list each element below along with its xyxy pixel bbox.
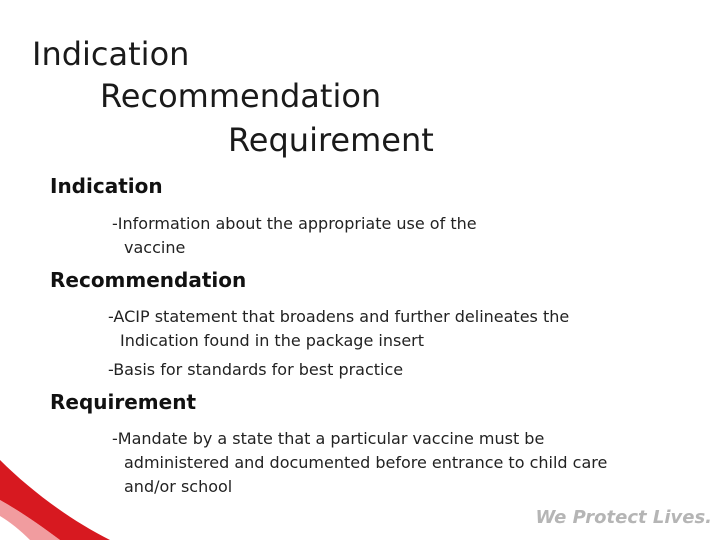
bullet-recommendation-acip bbox=[108, 305, 668, 353]
bullet-text-line: Basis for standards for best practice bbox=[113, 360, 404, 379]
bullet-indication bbox=[112, 212, 552, 260]
bullet-text-line: vaccine bbox=[124, 238, 186, 257]
red-swoosh-decoration bbox=[0, 450, 110, 540]
title-line-indication: Indication bbox=[32, 35, 190, 73]
term-indication: Indication bbox=[50, 174, 163, 198]
bullet-text-line: Indication found in the package insert bbox=[120, 331, 425, 350]
bullet-recommendation-basis bbox=[108, 358, 668, 382]
bullet-text-line: Information about the appropriate use of the bbox=[117, 214, 477, 233]
bullet-requirement bbox=[112, 427, 712, 499]
bullet-text-line: Mandate by a state that a particular vaccine must be bbox=[117, 429, 545, 448]
bullet-text-line: administered and documented before entrance to child care bbox=[124, 453, 608, 472]
footer-tagline: We Protect Lives. bbox=[535, 507, 712, 528]
title-line-requirement: Requirement bbox=[228, 121, 434, 159]
bullet-text-line: and/or school bbox=[124, 477, 233, 496]
bullet-dash: - bbox=[112, 214, 118, 233]
bullet-dash: - bbox=[112, 429, 118, 448]
term-requirement: Requirement bbox=[50, 390, 197, 414]
bullet-dash: - bbox=[108, 360, 114, 379]
bullet-text-line: ACIP statement that broadens and further delineates the bbox=[113, 307, 570, 326]
bullet-dash: - bbox=[108, 307, 114, 326]
title-line-recommendation: Recommendation bbox=[100, 77, 382, 115]
term-recommendation: Recommendation bbox=[50, 268, 247, 292]
